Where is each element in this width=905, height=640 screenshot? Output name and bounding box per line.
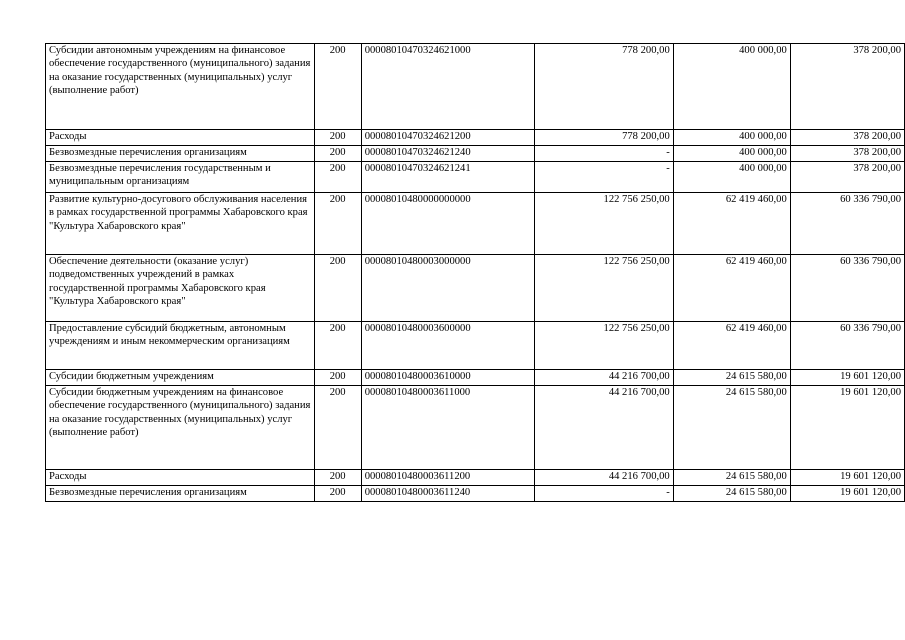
row-classification-code: 00008010470324621000: [361, 44, 534, 130]
row-classification-code: 00008010480003600000: [361, 322, 534, 370]
row-approved-amount: 122 756 250,00: [534, 255, 673, 322]
row-classification-code: 00008010470324621241: [361, 162, 534, 193]
table-row: [46, 146, 905, 162]
row-name: Безвозмездные перечисления организациям: [46, 146, 315, 162]
row-remaining-amount: 19 601 120,00: [790, 470, 904, 486]
row-approved-amount: 778 200,00: [534, 44, 673, 130]
table-row: [46, 162, 905, 193]
row-approved-amount: 778 200,00: [534, 130, 673, 146]
row-code: 200: [314, 486, 361, 502]
row-classification-code: 00008010470324621200: [361, 130, 534, 146]
row-approved-amount: 122 756 250,00: [534, 322, 673, 370]
row-executed-amount: 24 615 580,00: [673, 470, 790, 486]
row-approved-amount: -: [534, 486, 673, 502]
row-approved-amount: 44 216 700,00: [534, 386, 673, 470]
row-code: 200: [314, 370, 361, 386]
budget-table: [45, 43, 905, 502]
row-name: Развитие культурно-досугового обслуживания населения в рамках государственной программы Хабаровского края "Культура Хабаровского края": [46, 193, 315, 255]
row-approved-amount: -: [534, 162, 673, 193]
row-executed-amount: 62 419 460,00: [673, 255, 790, 322]
row-code: 200: [314, 470, 361, 486]
row-code: 200: [314, 162, 361, 193]
row-classification-code: 00008010470324621240: [361, 146, 534, 162]
row-approved-amount: -: [534, 146, 673, 162]
row-classification-code: 00008010480000000000: [361, 193, 534, 255]
row-executed-amount: 24 615 580,00: [673, 370, 790, 386]
table-row: [46, 130, 905, 146]
table-row: [46, 370, 905, 386]
row-executed-amount: 400 000,00: [673, 44, 790, 130]
row-executed-amount: 400 000,00: [673, 162, 790, 193]
row-remaining-amount: 19 601 120,00: [790, 370, 904, 386]
row-code: 200: [314, 44, 361, 130]
table-row: [46, 255, 905, 322]
table-row: [46, 386, 905, 470]
row-executed-amount: 400 000,00: [673, 146, 790, 162]
table-row: [46, 44, 905, 130]
row-remaining-amount: 378 200,00: [790, 146, 904, 162]
row-remaining-amount: 60 336 790,00: [790, 193, 904, 255]
row-code: 200: [314, 322, 361, 370]
row-name: Обеспечение деятельности (оказание услуг) подведомственных учреждений в рамках государственной программы Хабаровского края "Культура Хабаровского края": [46, 255, 315, 322]
row-name: Субсидии бюджетным учреждениям на финансовое обеспечение государственного (муниципального) задания на оказание государственных (муниципальных) услуг (выполнение работ): [46, 386, 315, 470]
row-approved-amount: 44 216 700,00: [534, 370, 673, 386]
row-code: 200: [314, 193, 361, 255]
row-name: Субсидии автономным учреждениям на финансовое обеспечение государственного (муниципального) задания на оказание государственных (муниципальных) услуг (выполнение работ): [46, 44, 315, 130]
row-code: 200: [314, 146, 361, 162]
row-approved-amount: 44 216 700,00: [534, 470, 673, 486]
row-classification-code: 00008010480003611000: [361, 386, 534, 470]
row-code: 200: [314, 130, 361, 146]
row-remaining-amount: 19 601 120,00: [790, 386, 904, 470]
row-code: 200: [314, 255, 361, 322]
row-name: Субсидии бюджетным учреждениям: [46, 370, 315, 386]
row-name: Безвозмездные перечисления организациям: [46, 486, 315, 502]
row-name: Расходы: [46, 470, 315, 486]
row-executed-amount: 400 000,00: [673, 130, 790, 146]
row-remaining-amount: 60 336 790,00: [790, 255, 904, 322]
row-name: Безвозмездные перечисления государственным и муниципальным организациям: [46, 162, 315, 193]
row-remaining-amount: 60 336 790,00: [790, 322, 904, 370]
row-executed-amount: 24 615 580,00: [673, 486, 790, 502]
table-row: [46, 470, 905, 486]
row-classification-code: 00008010480003611200: [361, 470, 534, 486]
row-classification-code: 00008010480003000000: [361, 255, 534, 322]
row-remaining-amount: 378 200,00: [790, 44, 904, 130]
row-classification-code: 00008010480003610000: [361, 370, 534, 386]
row-classification-code: 00008010480003611240: [361, 486, 534, 502]
row-name: Предоставление субсидий бюджетным, автономным учреждениям и иным некоммерческим организациям: [46, 322, 315, 370]
row-name: Расходы: [46, 130, 315, 146]
row-remaining-amount: 378 200,00: [790, 162, 904, 193]
table-row: [46, 322, 905, 370]
table-row: [46, 486, 905, 502]
row-executed-amount: 62 419 460,00: [673, 322, 790, 370]
row-executed-amount: 62 419 460,00: [673, 193, 790, 255]
row-executed-amount: 24 615 580,00: [673, 386, 790, 470]
table-row: [46, 193, 905, 255]
row-approved-amount: 122 756 250,00: [534, 193, 673, 255]
row-remaining-amount: 378 200,00: [790, 130, 904, 146]
row-remaining-amount: 19 601 120,00: [790, 486, 904, 502]
row-code: 200: [314, 386, 361, 470]
